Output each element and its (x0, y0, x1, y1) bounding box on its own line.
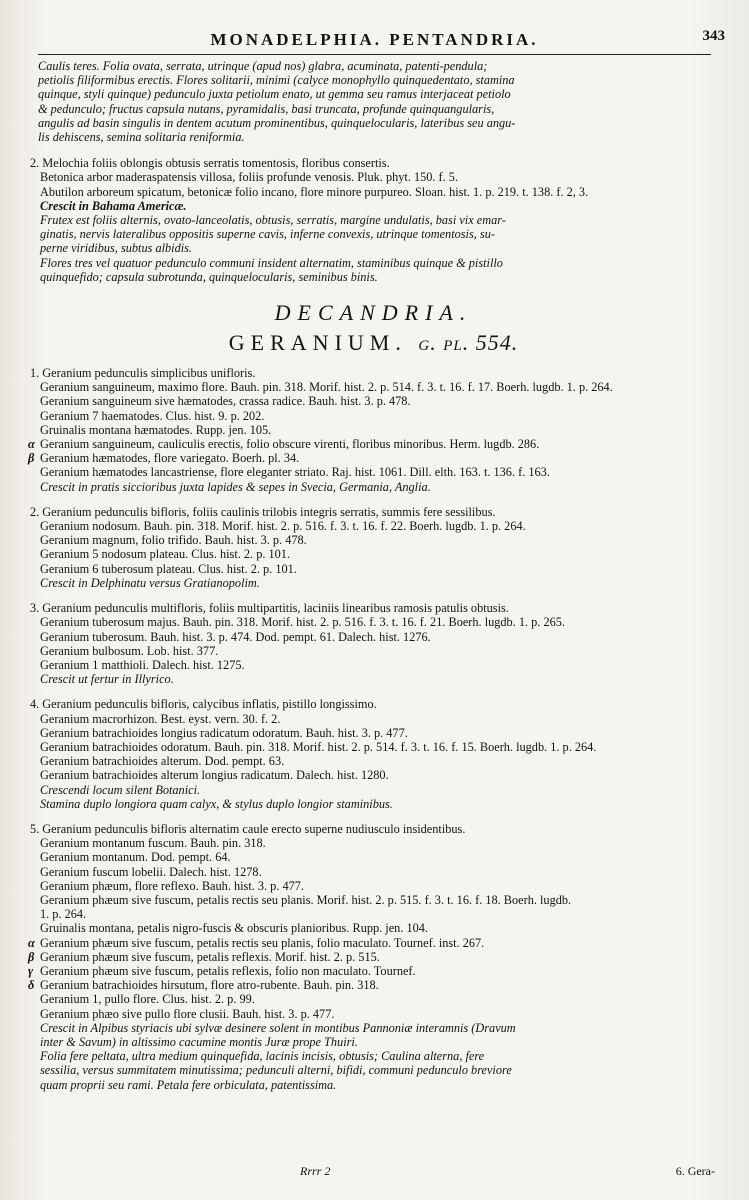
description-line: quinquefido; capsula subrotunda, quinquelocularis, seminibus binis. (40, 269, 378, 284)
habitat-line: Crescit in Alpibus styriacis ubi sylvæ desinere solent in montibus Pannoniæ interamnis (Dravum (40, 1020, 516, 1035)
species-entry (30, 697, 717, 811)
synonym-line: Betonica arbor maderaspatensis villosa, foliis profunde venosis. Pluk. phyt. 150. f. 5. (40, 170, 459, 185)
synonym-line: Geranium sanguineum sive hæmatodes, crassa radice. Bauh. hist. 3. p. 478. (40, 394, 411, 409)
species-entry (30, 601, 717, 686)
text-line: angulis ad basin singulis in dentem acutum prominentibus, quinquelocularis, lateribus seu angu- (38, 115, 516, 130)
variety-text: Geranium phæum sive fuscum, petalis reflexis. Morif. hist. 2. p. 515. (40, 949, 380, 964)
synonym-line: Geranium montanum. Dod. pempt. 64. (40, 850, 231, 865)
variety-text: Geranium phæum sive fuscum, petalis reflexis, folio non maculato. Tournef. (40, 963, 416, 978)
synonym-line: Geranium 1 matthioli. Dalech. hist. 1275. (40, 657, 245, 672)
species-entry (30, 822, 717, 1092)
description-line: Flores tres vel quatuor pedunculo communi insident alternatim, staminibus quinque & pistillo (40, 255, 503, 270)
variety-mark: α (28, 935, 35, 950)
page-footer (0, 1164, 749, 1182)
synonym-line: Geranium 7 haematodes. Clus. hist. 9. p. 202. (40, 408, 265, 423)
species-name-line: 4. Geranium pedunculis bifloris, calycibus inflatis, pistillo longissimo. (30, 697, 377, 712)
melochia-entry (30, 156, 717, 284)
synonym-line: Geranium batrachioides alterum. Dod. pempt. 63. (40, 754, 285, 769)
habitat-line: Stamina duplo longiora quam calyx, & stylus duplo longior staminibus. (40, 796, 393, 811)
text-line: petiolis filiformibus erectis. Flores solitarii, minimi (calyce monophyllo quinquedentato, stamina (38, 73, 515, 88)
species-name-line: 2. Melochia foliis oblongis obtusis serratis tomentosis, floribus consertis. (30, 156, 390, 171)
variety-line (30, 978, 717, 992)
top-description (30, 59, 717, 144)
synonym-line: Gruinalis montana hæmatodes. Rupp. jen. 105. (40, 422, 272, 437)
synonym-line: Geranium 1, pullo flore. Clus. hist. 2. p. 99. (40, 992, 255, 1007)
habitat-line: inter & Savum) in altissimo cacumine montis Juræ prope Thuiri. (40, 1034, 358, 1049)
variety-mark: β (28, 451, 35, 466)
habitat-line: Crescit in Bahama Americæ. (40, 198, 187, 213)
variety-mark: γ (28, 963, 34, 978)
synonym-line: Geranium phæum sive fuscum, petalis rectis seu planis. Morif. hist. 2. p. 515. f. 3. t. 16. f. 18. Boerh. lugdb. (40, 892, 572, 907)
variety-mark: δ (28, 978, 35, 993)
variety-line (30, 936, 717, 950)
habitat-line: Crescendi locum silent Botanici. (40, 782, 201, 797)
habitat-line: Crescit in Delphinatu versus Gratianopolim. (40, 575, 260, 590)
synonym-line: Geranium batrachioides odoratum. Bauh. pin. 318. Morif. hist. 2. p. 514. f. 3. t. 16. f. 15. Boerh. lugdb. 1. p. 264. (40, 739, 597, 754)
variety-text: Geranium sanguineum, cauliculis erectis, folio obscure virenti, floribus minoribus. Herm. lugdb. 286. (40, 437, 540, 452)
habitat-line: Crescit ut fertur in Illyrico. (40, 672, 174, 687)
page-header (38, 26, 725, 55)
species-entry (30, 505, 717, 590)
variety-text: Geranium batrachioides hirsutum, flore atro-rubente. Bauh. pin. 318. (40, 978, 379, 993)
catchword: 6. Gera- (675, 1164, 715, 1178)
genus-reference: g. pl. 554. (418, 330, 519, 356)
synonym-line: Geranium bulbosum. Lob. hist. 377. (40, 643, 219, 658)
text-line: Caulis teres. Folia ovata, serrata, utrinque (apud nos) glabra, acuminata, patenti-pendula; (38, 59, 488, 73)
synonym-line: Geranium fuscum lobelii. Dalech. hist. 1278. (40, 864, 262, 879)
synonym-line: Geranium nodosum. Bauh. pin. 318. Morif. hist. 2. p. 516. f. 3. t. 16. f. 22. Boerh. lugdb. 1. p. 264. (40, 519, 526, 534)
synonym-line: Geranium batrachioides longius radicatum odoratum. Bauh. hist. 3. p. 477. (40, 725, 408, 740)
page-number: 343 (702, 28, 725, 44)
habitat-line: Crescit in pratis siccioribus juxta lapides & sepes in Svecia, Germania, Anglia. (40, 479, 431, 494)
description-line: Frutex est foliis alternis, ovato-lanceolatis, obtusis, serratis, margine undulatis, basi vix emar- (40, 213, 506, 228)
variety-mark: β (28, 949, 35, 964)
running-head: MONADELPHIA. PENTANDRIA. (210, 30, 539, 49)
synonym-line: Geranium tuberosum. Bauh. hist. 3. p. 474. Dod. pempt. 61. Dalech. hist. 1276. (40, 629, 431, 644)
genus-name: GERANIUM. (228, 330, 407, 356)
synonym-line: Geranium sanguineum, maximo flore. Bauh. pin. 318. Morif. hist. 2. p. 514. f. 3. t. 16. f. 17. Boerh. lugdb. 1. p. 264. (40, 380, 613, 395)
synonym-line: Geranium 5 nodosum plateau. Clus. hist. 2. p. 101. (40, 547, 291, 562)
variety-line (30, 950, 717, 964)
synonym-line: Geranium magnum, folio trifido. Bauh. hist. 3. p. 478. (40, 533, 307, 548)
synonym-line: Geranium phæum, flore reflexo. Bauh. hist. 3. p. 477. (40, 878, 304, 893)
section-title: DECANDRIA. (274, 300, 473, 326)
text-line: quinque, styli quinque) pedunculo juxta petiolum enato, ut gemma seu ramus interjaceat petiolo (38, 87, 511, 102)
variety-text: Geranium hæmatodes, flore variegato. Boerh. pl. 34. (40, 451, 300, 466)
species-name-line: 5. Geranium pedunculis bifloris alternatim caule erecto superne nudiusculo insidentibus. (30, 821, 466, 836)
description-line: perne viridibus, subtus albidis. (40, 241, 193, 256)
synonym-line: Geranium 6 tuberosum plateau. Clus. hist. 2. p. 101. (40, 561, 297, 576)
species-name-line: 3. Geranium pedunculis multifloris, foliis multipartitis, laciniis linearibus ramosis patulis obtusis. (30, 601, 509, 616)
variety-line (30, 437, 717, 451)
species-entry (30, 366, 717, 494)
genus-title (30, 330, 717, 356)
species-name-line: 2. Geranium pedunculis bifloris, foliis caulinis trilobis integris serratis, summis fere sessilibus. (30, 504, 496, 519)
synonym-line: Abutilon arboreum spicatum, betonicæ folio incano, flore minore purpureo. Sloan. hist. 1. p. 219. t. 138. f. 2, 3. (40, 184, 589, 199)
habitat-line: Folia fere peltata, ultra medium quinquefida, lacinis incisis, obtusis; Caulina alterna, fere (40, 1049, 485, 1064)
text-line: & pedunculo; fructus capsula nutans, pyramidalis, basi truncata, profunde quinquangularis, (38, 101, 495, 116)
variety-line (30, 451, 717, 465)
variety-line (30, 964, 717, 978)
signature-mark: Rrrr 2 (300, 1164, 331, 1178)
synonym-line: Gruinalis montana, petalis nigro-fuscis & obscuris planioribus. Rupp. jen. 104. (40, 921, 428, 936)
species-name-line: 1. Geranium pedunculis simplicibus unifloris. (30, 366, 256, 381)
variety-text: Geranium phæum sive fuscum, petalis rectis seu planis, folio maculato. Tournef. inst. 267. (40, 935, 485, 950)
synonym-line: Geranium montanum fuscum. Bauh. pin. 318. (40, 836, 266, 851)
geranium-entries (30, 366, 717, 1092)
variety-mark: α (28, 437, 35, 452)
habitat-line: quam proprii seu rami. Petala fere orbiculata, patentissima. (40, 1077, 337, 1092)
synonym-line: Geranium macrorhizon. Best. eyst. vern. 30. f. 2. (40, 711, 281, 726)
synonym-line: Geranium hæmatodes lancastriense, flore eleganter striato. Raj. hist. 1061. Dill. elth. 163. t. 136. f. 163. (40, 465, 550, 480)
synonym-line: Geranium tuberosum majus. Bauh. pin. 318. Morif. hist. 2. p. 516. f. 3. t. 16. f. 21. Boerh. lugdb. 1. p. 265. (40, 615, 565, 630)
synonym-line: Geranium phæo sive pullo flore clusii. Bauh. hist. 3. p. 477. (40, 1006, 335, 1021)
text-line: lis dehiscens, semina solitaria reniformia. (38, 130, 245, 145)
synonym-line: 1. p. 264. (40, 907, 87, 922)
description-line: ginatis, nervis lateralibus oppositis superne cavis, inferne convexis, utrinque tomentosis, su- (40, 227, 495, 242)
habitat-line: sessilia, versus summitatem minutissima; pedunculi alterni, bifidi, communi pedunculo breviore (40, 1063, 512, 1078)
synonym-line: Geranium batrachioides alterum longius radicatum. Dalech. hist. 1280. (40, 768, 389, 783)
